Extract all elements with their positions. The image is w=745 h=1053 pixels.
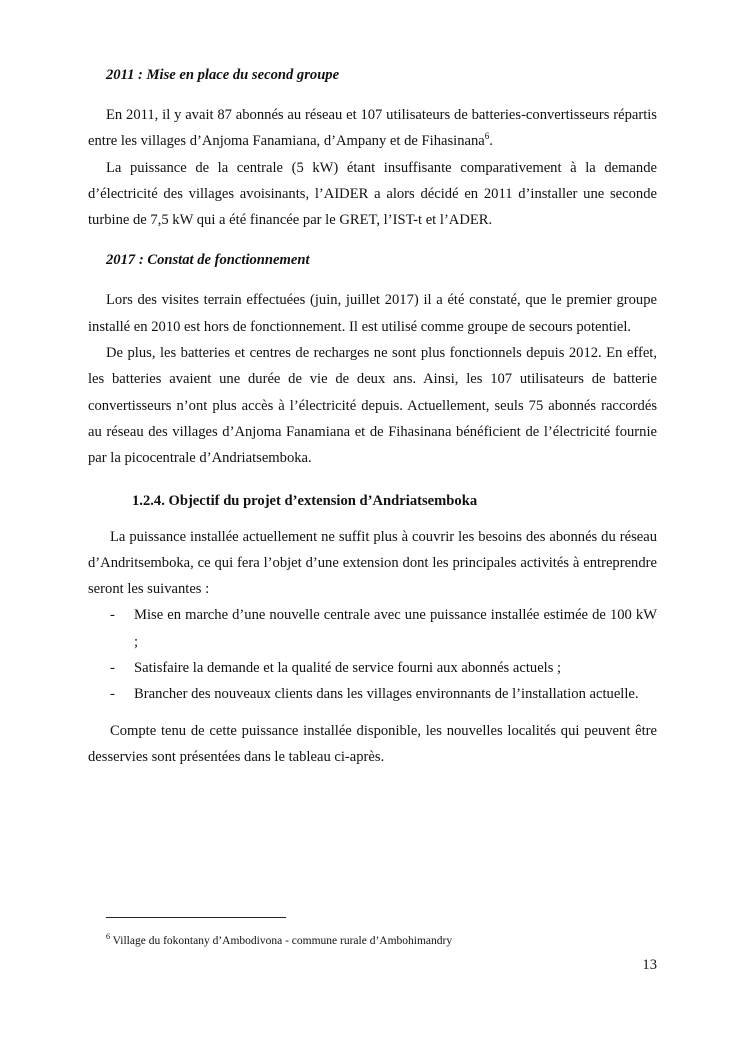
list-item [88,602,657,655]
body-content [88,62,657,770]
paragraph-closing: Compte tenu de cette puissance installée disponible, les nouvelles localités qui peuvent être desservies sont présentées dans le tableau ci-après. [88,722,657,765]
paragraph-2011-subscribers-text: En 2011, il y avait 87 abonnés au réseau et 107 utilisateurs de batteries-convertisseurs répartis entre les villages d’Anjoma Fanamiana, d’Ampany et de Fihasinana [88,107,657,150]
list-item-text: Satisfaire la demande et la qualité de service fourni aux abonnés actuels ; [134,660,562,677]
footnote-divider [106,917,286,918]
dash-bullet: - [110,660,115,677]
footnote [106,933,452,949]
list-item [88,655,657,681]
section-heading-1-2-4: 1.2.4. Objectif du projet d’extension d’Andriatsemboka [132,492,478,509]
dash-bullet: - [110,686,115,703]
subheading-2017: 2017 : Constat de fonctionnement [106,252,310,269]
paragraph-2011-power: La puissance de la centrale (5 kW) étant insuffisante comparativement à la demande d’électricité des villages avoisinants, l’AIDER a alors décidé en 2011 d’installer une seconde turbine de 7,5 kW qui a été financée par le GRET, l’IST-t et l’ADER. [88,159,657,229]
dash-bullet: - [110,607,115,624]
objectives-list [88,602,657,707]
paragraph-2011-subscribers [88,102,657,155]
list-item [88,681,657,707]
list-item-text: Brancher des nouveaux clients dans les villages environnants de l’installation actuelle. [134,686,639,703]
footnote-number: 6 [106,932,110,942]
footnote-text: Village du fokontany d’Ambodivona - commune rurale d’Ambohimandry [110,935,453,947]
subheading-2011: 2011 : Mise en place du second groupe [106,67,340,83]
list-item-text: Mise en marche d’une nouvelle centrale avec une puissance installée estimée de 100 kW ; [134,607,657,650]
paragraph-2011-subscribers-end: . [489,133,493,150]
page-number: 13 [642,957,657,973]
footnote-reference: 6 [484,131,490,142]
paragraph-2017-visits: Lors des visites terrain effectuées (juin, juillet 2017) il a été constaté, que le premier groupe installé en 2010 est hors de fonctionnement. Il est utilisé comme groupe de secours potentiel. [88,292,657,335]
paragraph-objective-intro: La puissance installée actuellement ne suffit plus à couvrir les besoins des abonnés du réseau d’Andritsemboka, ce qui fera l’objet d’une extension dont les principales activités à entreprendre seront les suivantes : [88,528,657,598]
paragraph-2017-batteries: De plus, les batteries et centres de recharges ne sont plus fonctionnels depuis 2012. En effet, les batteries avaient une durée de vie de deux ans. Ainsi, les 107 utilisateurs de batterie convertisseurs n’ont plus accès à l’électricité depuis. Actuellement, seuls 75 abonnés raccordés au réseau des villages d’Anjoma Fanamiana et de Fihasinana bénéficient de l’électricité fournie par la picocentrale d’Andriatsemboka. [88,345,657,467]
